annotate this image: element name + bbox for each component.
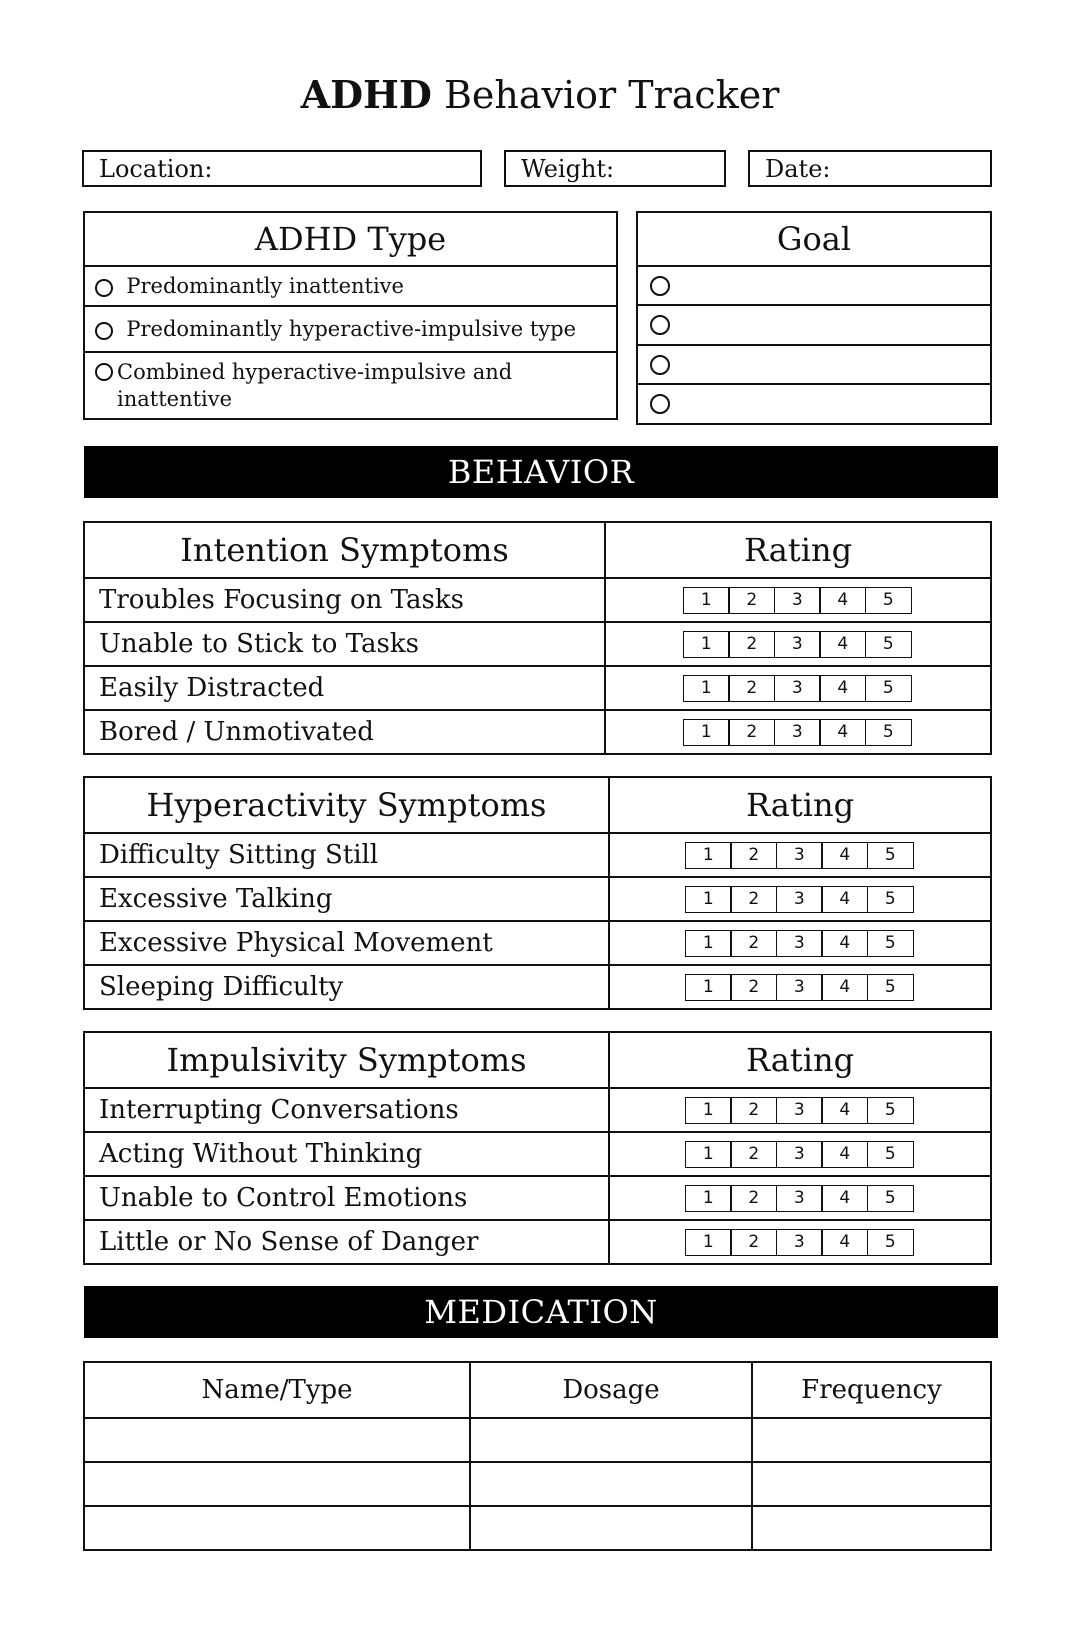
rating-scale[interactable]: 1 2 3 4 5 [610, 1141, 990, 1168]
page-title: ADHD Behavior Tracker [300, 72, 780, 117]
goal-table [636, 211, 992, 425]
symptom-label: Bored / Unmotivated [84, 710, 605, 754]
radio-circle-icon[interactable] [95, 279, 113, 297]
goal-row[interactable] [637, 266, 991, 305]
intention-symptoms-table [83, 521, 992, 755]
goal-row[interactable] [637, 345, 991, 384]
adhd-type-option[interactable]: Predominantly hyperactive-impulsive type [84, 306, 617, 352]
medication-table [83, 1361, 992, 1551]
date-field[interactable] [748, 150, 992, 187]
adhd-type-option[interactable]: Predominantly inattentive [84, 266, 617, 306]
section-heading: Intention Symptoms [84, 522, 605, 578]
symptom-label: Little or No Sense of Danger [84, 1220, 609, 1264]
impulsivity-symptoms-table [83, 1031, 992, 1265]
symptom-label: Acting Without Thinking [84, 1132, 609, 1176]
rating-scale[interactable]: 1 2 3 4 5 [610, 886, 990, 913]
medication-cell[interactable] [752, 1462, 991, 1506]
medication-cell[interactable] [84, 1462, 470, 1506]
rating-scale[interactable]: 1 2 3 4 5 [610, 974, 990, 1001]
rating-scale[interactable]: 1 2 3 4 5 [610, 842, 990, 869]
rating-scale[interactable]: 1 2 3 4 5 [610, 1097, 990, 1124]
adhd-type-heading: ADHD Type [84, 212, 617, 266]
radio-circle-icon[interactable] [95, 322, 113, 340]
symptom-label: Unable to Control Emotions [84, 1176, 609, 1220]
medication-cell[interactable] [752, 1418, 991, 1462]
column-header-frequency: Frequency [752, 1362, 991, 1418]
rating-scale[interactable]: 1 2 3 4 5 [606, 675, 990, 702]
symptom-label: Interrupting Conversations [84, 1088, 609, 1132]
medication-cell[interactable] [470, 1418, 752, 1462]
weight-field[interactable] [504, 150, 726, 187]
medication-cell[interactable] [470, 1506, 752, 1550]
goal-row[interactable] [637, 384, 991, 424]
medication-cell[interactable] [470, 1462, 752, 1506]
symptom-label: Excessive Talking [84, 877, 609, 921]
date-label: Date: [765, 155, 831, 183]
hyperactivity-symptoms-table [83, 776, 992, 1010]
rating-scale[interactable]: 1 2 3 4 5 [610, 930, 990, 957]
behavior-band: BEHAVIOR [84, 446, 998, 498]
adhd-type-table [83, 211, 618, 420]
medication-cell[interactable] [84, 1506, 470, 1550]
radio-circle-icon[interactable] [650, 394, 670, 414]
rating-scale[interactable]: 1 2 3 4 5 [606, 587, 990, 614]
symptom-label: Sleeping Difficulty [84, 965, 609, 1009]
rating-scale[interactable]: 1 2 3 4 5 [606, 631, 990, 658]
rating-heading: Rating [609, 1032, 991, 1088]
weight-label: Weight: [521, 155, 615, 183]
symptom-label: Excessive Physical Movement [84, 921, 609, 965]
radio-circle-icon[interactable] [650, 355, 670, 375]
column-header-name-type: Name/Type [84, 1362, 470, 1418]
adhd-type-option[interactable]: Combined hyperactive-impulsive and inattentive [84, 352, 617, 419]
medication-band: MEDICATION [84, 1286, 998, 1338]
medication-cell[interactable] [84, 1418, 470, 1462]
radio-circle-icon[interactable] [650, 315, 670, 335]
goal-heading: Goal [637, 212, 991, 266]
rating-scale[interactable]: 1 2 3 4 5 [610, 1185, 990, 1212]
medication-cell[interactable] [752, 1506, 991, 1550]
symptom-label: Difficulty Sitting Still [84, 833, 609, 877]
column-header-dosage: Dosage [470, 1362, 752, 1418]
section-heading: Impulsivity Symptoms [84, 1032, 609, 1088]
section-heading: Hyperactivity Symptoms [84, 777, 609, 833]
rating-scale[interactable]: 1 2 3 4 5 [606, 719, 990, 746]
rating-heading: Rating [609, 777, 991, 833]
goal-row[interactable] [637, 305, 991, 345]
symptom-label: Troubles Focusing on Tasks [84, 578, 605, 622]
rating-heading: Rating [605, 522, 991, 578]
symptom-label: Unable to Stick to Tasks [84, 622, 605, 666]
location-field[interactable] [82, 150, 482, 187]
location-label: Location: [99, 155, 213, 183]
rating-scale[interactable]: 1 2 3 4 5 [610, 1229, 990, 1256]
radio-circle-icon[interactable] [650, 276, 670, 296]
radio-circle-icon[interactable] [95, 363, 113, 381]
symptom-label: Easily Distracted [84, 666, 605, 710]
